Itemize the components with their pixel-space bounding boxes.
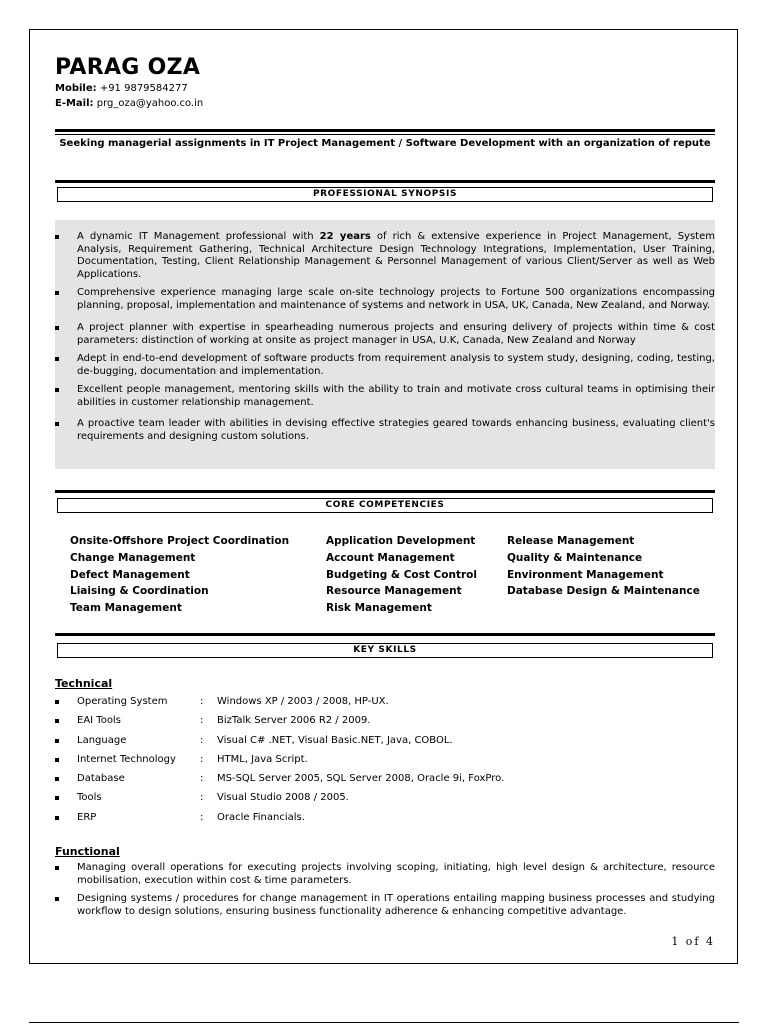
functional-heading: Functional: [55, 845, 120, 858]
competency-item: Release Management: [507, 535, 635, 547]
competency-item: Quality & Maintenance: [507, 551, 643, 564]
bullet-icon: [55, 777, 59, 781]
list-item: Comprehensive experience managing large scale on-site technology projects to Fortune 500 organizations encompassing planning, proposal, implementation and maintenance of systems and network in USA, UK, Canada, New Zealand, and Norway.: [55, 287, 715, 312]
divider: [55, 490, 715, 493]
mobile-line: [55, 83, 188, 94]
email-value: prg_oza@yahoo.co.in: [96, 98, 204, 109]
competency-item: Budgeting & Cost Control: [326, 568, 477, 581]
mobile-value: +91 9879584277: [99, 83, 188, 94]
competency-item: Resource Management: [326, 585, 462, 598]
divider: [55, 633, 715, 636]
section-title-competencies: CORE COMPETENCIES: [57, 498, 713, 513]
resume-page: [29, 29, 738, 964]
table-row: Language : Visual C# .NET, Visual Basic.NET, Java, COBOL.: [55, 735, 715, 754]
list-item: Managing overall operations for executing projects involving scoping, initiating, high level design & architecture, resource mobilisation, execution within cost & time parameters.: [55, 862, 715, 887]
divider: [55, 129, 715, 132]
competencies-column-1: [70, 535, 289, 619]
competency-item: Risk Management: [326, 602, 432, 615]
bullet-icon: [55, 816, 59, 820]
list-item: A dynamic IT Management professional with 22 years of rich & extensive experience in Project Management, System Analysis, Requirement Gathering, Technical Architecture Design Technology Integrations, Implementation, User Training, Documentation, Testing, Client Relationship Management & Personnel Management of various Client/Server as well as Web Applications.: [55, 231, 715, 281]
bullet-icon: [55, 758, 59, 762]
mobile-label: Mobile:: [55, 83, 97, 94]
list-item: Designing systems / procedures for change management in IT operations entailing mapping business processes and studying workflow to design solutions, ensuring business functionality adherence & enhancing competitive advantage.: [55, 893, 715, 918]
competency-item: Liaising & Coordination: [70, 585, 209, 598]
table-row: Tools : Visual Studio 2008 / 2005.: [55, 792, 715, 811]
list-item: Adept in end-to-end development of software products from requirement analysis to system study, designing, coding, testing, de-bugging, documentation and implementation.: [55, 353, 715, 378]
section-title-key-skills: KEY SKILLS: [57, 643, 713, 658]
competency-item: Application Development: [326, 535, 476, 547]
functional-list: [55, 862, 715, 924]
competency-item: Account Management: [326, 551, 455, 564]
competency-item: Onsite-Offshore Project Coordination: [70, 535, 290, 547]
section-title-synopsis: PROFESSIONAL SYNOPSIS: [57, 187, 713, 202]
technical-heading: Technical: [55, 677, 113, 690]
competency-item: Defect Management: [70, 568, 190, 581]
competency-item: Environment Management: [507, 568, 664, 581]
list-item: A proactive team leader with abilities in devising effective strategies geared towards enhancing business, evaluating client's requirements and designing custom solutions.: [55, 418, 715, 443]
divider: [55, 134, 715, 135]
candidate-name: PARAG OZA: [55, 55, 201, 80]
synopsis-list: [55, 231, 715, 449]
objective-statement: Seeking managerial assignments in IT Project Management / Software Development with an organization of repute: [59, 138, 711, 149]
competency-item: Change Management: [70, 551, 196, 564]
table-row: EAI Tools : BizTalk Server 2006 R2 / 2009.: [55, 715, 715, 734]
bullet-icon: [55, 719, 59, 723]
technical-skills-list: [55, 696, 715, 831]
email-line: [55, 98, 203, 109]
competencies-column-2: [326, 535, 477, 619]
table-row: Internet Technology : HTML, Java Script.: [55, 754, 715, 773]
list-item: A project planner with expertise in spearheading numerous projects and ensuring delivery of projects within time & cost parameters: distinction of working at onsite as project manager in USA, U.K, Canada, New Zealand and Norway: [55, 322, 715, 347]
table-row: ERP : Oracle Financials.: [55, 812, 715, 831]
divider: [55, 180, 715, 183]
competencies-column-3: [507, 535, 700, 602]
table-row: Operating System : Windows XP / 2003 / 2008, HP-UX.: [55, 696, 715, 715]
bullet-icon: [55, 700, 59, 704]
competency-item: Team Management: [70, 602, 182, 615]
next-page-edge: [29, 1022, 739, 1023]
bullet-icon: [55, 739, 59, 743]
table-row: Database : MS-SQL Server 2005, SQL Server 2008, Oracle 9i, FoxPro.: [55, 773, 715, 792]
competency-item: Database Design & Maintenance: [507, 585, 700, 598]
email-label: E-Mail:: [55, 98, 94, 109]
page-number: 1 of 4: [671, 935, 715, 948]
bullet-icon: [55, 796, 59, 800]
list-item: Excellent people management, mentoring skills with the ability to train and motivate cross cultural teams in optimising their abilities in customer relationship management.: [55, 384, 715, 409]
